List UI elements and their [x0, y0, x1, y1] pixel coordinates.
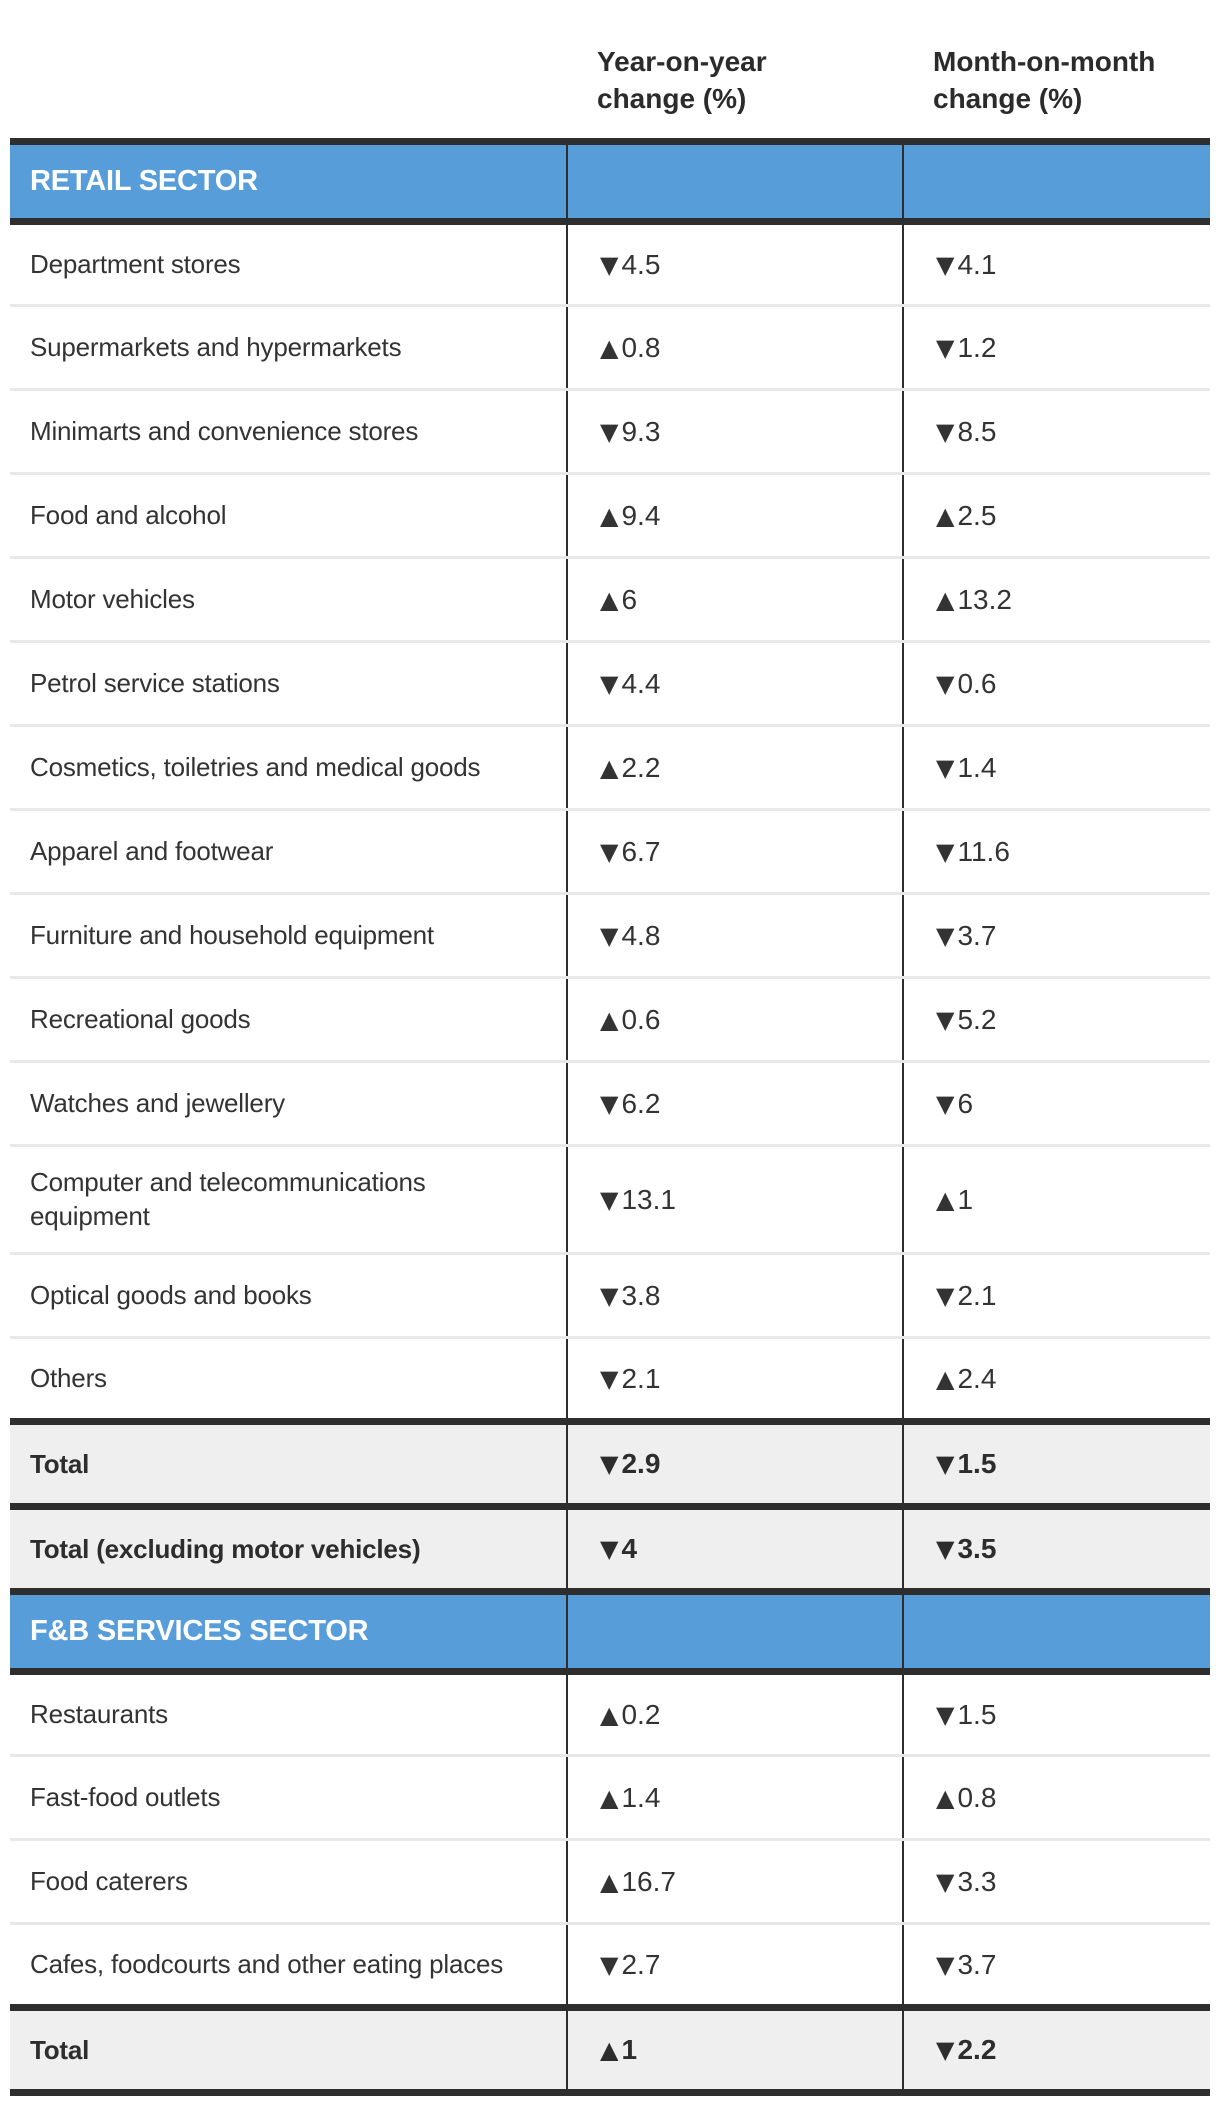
yoy-cell [567, 978, 903, 1062]
down-triangle-icon: ▼ [936, 250, 955, 279]
yoy-cell [567, 1756, 903, 1840]
section-header-row [10, 142, 1210, 222]
down-triangle-icon: ▼ [936, 417, 955, 446]
yoy-column-header [567, 44, 903, 138]
sector-label: Minimarts and convenience stores [10, 390, 567, 474]
down-triangle-icon: ▼ [936, 837, 955, 866]
down-triangle-icon: ▼ [936, 1089, 955, 1118]
yoy-value: 9.4 [621, 499, 661, 531]
mom-cell [903, 1338, 1210, 1422]
table-row [10, 1062, 1210, 1146]
yoy-value: 6 [621, 583, 638, 615]
yoy-value: 1.4 [621, 1781, 661, 1813]
sector-label: Cosmetics, toiletries and medical goods [10, 726, 567, 810]
total-row [10, 1507, 1210, 1592]
mom-value: 1.5 [957, 1448, 997, 1479]
down-triangle-icon: ▼ [936, 2036, 955, 2064]
mom-cell [903, 810, 1210, 894]
section-empty-cell [567, 142, 903, 222]
sector-label: Recreational goods [10, 978, 567, 1062]
yoy-value: 0.2 [621, 1698, 661, 1730]
table-row [10, 1924, 1210, 2008]
yoy-cell [567, 810, 903, 894]
yoy-column-header-label: Year-on-year change (%) [597, 46, 767, 115]
total-row [10, 1422, 1210, 1507]
mom-value: 1 [957, 1183, 974, 1215]
sector-label: Department stores [10, 222, 567, 306]
yoy-value: 0.8 [621, 331, 661, 363]
down-triangle-icon: ▼ [600, 837, 619, 866]
down-triangle-icon: ▼ [936, 1700, 955, 1729]
mom-value: 5.2 [957, 1003, 997, 1035]
up-triangle-icon: ▲ [600, 1783, 619, 1812]
down-triangle-icon: ▼ [936, 1950, 955, 1979]
sector-label: Computer and telecommunications equipment [10, 1146, 567, 1254]
mom-cell [903, 2008, 1210, 2093]
mom-cell [903, 390, 1210, 474]
mom-cell [903, 474, 1210, 558]
yoy-value: 2.2 [621, 751, 661, 783]
column-headers [10, 0, 1210, 138]
up-triangle-icon: ▲ [936, 1364, 955, 1393]
yoy-cell [567, 1672, 903, 1756]
mom-value: 2.1 [957, 1279, 997, 1311]
down-triangle-icon: ▼ [936, 1005, 955, 1034]
up-triangle-icon: ▲ [936, 1185, 955, 1214]
total-label: Total [10, 1422, 567, 1507]
down-triangle-icon: ▼ [600, 921, 619, 950]
table-row [10, 390, 1210, 474]
down-triangle-icon: ▼ [600, 250, 619, 279]
mom-value: 2.2 [957, 2034, 997, 2065]
mom-cell [903, 978, 1210, 1062]
down-triangle-icon: ▼ [936, 333, 955, 362]
mom-cell [903, 1840, 1210, 1924]
yoy-value: 3.8 [621, 1279, 661, 1311]
mom-value: 1.4 [957, 751, 997, 783]
mom-cell [903, 1507, 1210, 1592]
section-empty-cell [567, 1592, 903, 1672]
mom-cell [903, 1422, 1210, 1507]
mom-cell [903, 894, 1210, 978]
mom-value: 3.7 [957, 919, 997, 951]
down-triangle-icon: ▼ [600, 1185, 619, 1214]
up-triangle-icon: ▲ [600, 501, 619, 530]
yoy-value: 4.8 [621, 919, 661, 951]
yoy-value: 1 [621, 2034, 638, 2065]
down-triangle-icon: ▼ [600, 1281, 619, 1310]
yoy-value: 9.3 [621, 415, 661, 447]
table-row [10, 1254, 1210, 1338]
sector-label: Fast-food outlets [10, 1756, 567, 1840]
yoy-cell [567, 1338, 903, 1422]
down-triangle-icon: ▼ [600, 1450, 619, 1478]
yoy-value: 4.4 [621, 667, 661, 699]
yoy-cell [567, 1840, 903, 1924]
total-row [10, 2008, 1210, 2093]
up-triangle-icon: ▲ [936, 585, 955, 614]
yoy-cell [567, 474, 903, 558]
mom-cell [903, 1672, 1210, 1756]
up-triangle-icon: ▲ [600, 585, 619, 614]
yoy-value: 4.5 [621, 248, 661, 280]
sector-label: Food caterers [10, 1840, 567, 1924]
sector-label: Motor vehicles [10, 558, 567, 642]
mom-value: 3.5 [957, 1533, 997, 1564]
down-triangle-icon: ▼ [936, 1867, 955, 1896]
mom-cell [903, 1254, 1210, 1338]
up-triangle-icon: ▲ [600, 1867, 619, 1896]
yoy-cell [567, 2008, 903, 2093]
sector-label: Restaurants [10, 1672, 567, 1756]
yoy-value: 13.1 [621, 1183, 676, 1215]
yoy-value: 6.7 [621, 835, 661, 867]
mom-value: 0.6 [957, 667, 997, 699]
yoy-cell [567, 390, 903, 474]
down-triangle-icon: ▼ [936, 1281, 955, 1310]
section-empty-cell [903, 1592, 1210, 1672]
table-row [10, 642, 1210, 726]
mom-cell [903, 1062, 1210, 1146]
up-triangle-icon: ▲ [936, 1783, 955, 1812]
sector-label: Apparel and footwear [10, 810, 567, 894]
sector-change-table [10, 138, 1210, 2096]
up-triangle-icon: ▲ [600, 1005, 619, 1034]
mom-cell [903, 306, 1210, 390]
yoy-value: 4 [621, 1533, 638, 1564]
mom-value: 3.3 [957, 1865, 997, 1897]
down-triangle-icon: ▼ [936, 921, 955, 950]
mom-value: 2.5 [957, 499, 997, 531]
table-row [10, 1146, 1210, 1254]
up-triangle-icon: ▲ [600, 2036, 619, 2064]
table-row [10, 810, 1210, 894]
table-row [10, 978, 1210, 1062]
yoy-cell [567, 1422, 903, 1507]
yoy-cell [567, 558, 903, 642]
yoy-cell [567, 306, 903, 390]
up-triangle-icon: ▲ [600, 1700, 619, 1729]
down-triangle-icon: ▼ [600, 1364, 619, 1393]
mom-value: 1.5 [957, 1698, 997, 1730]
sector-label: Supermarkets and hypermarkets [10, 306, 567, 390]
down-triangle-icon: ▼ [600, 1089, 619, 1118]
sector-label: Furniture and household equipment [10, 894, 567, 978]
table-row [10, 1840, 1210, 1924]
mom-cell [903, 642, 1210, 726]
section-header-row [10, 1592, 1210, 1672]
mom-cell [903, 1924, 1210, 2008]
down-triangle-icon: ▼ [936, 1535, 955, 1563]
yoy-cell [567, 1507, 903, 1592]
mom-column-header-label: Month-on-month change (%) [933, 46, 1156, 115]
table-row [10, 1672, 1210, 1756]
mom-cell [903, 1146, 1210, 1254]
mom-cell [903, 222, 1210, 306]
yoy-value: 2.1 [621, 1362, 661, 1394]
mom-value: 6 [957, 1087, 974, 1119]
sector-label: Others [10, 1338, 567, 1422]
down-triangle-icon: ▼ [600, 1535, 619, 1563]
mom-value: 4.1 [957, 248, 997, 280]
mom-value: 1.2 [957, 331, 997, 363]
yoy-cell [567, 642, 903, 726]
mom-value: 11.6 [957, 835, 1010, 867]
down-triangle-icon: ▼ [936, 669, 955, 698]
up-triangle-icon: ▲ [600, 753, 619, 782]
down-triangle-icon: ▼ [936, 1450, 955, 1478]
mom-column-header [903, 44, 1210, 138]
sector-label: Petrol service stations [10, 642, 567, 726]
up-triangle-icon: ▲ [936, 501, 955, 530]
mom-cell [903, 558, 1210, 642]
mom-value: 13.2 [957, 583, 1012, 615]
mom-cell [903, 1756, 1210, 1840]
yoy-value: 16.7 [621, 1865, 676, 1897]
mom-value: 2.4 [957, 1362, 997, 1394]
sector-label: Watches and jewellery [10, 1062, 567, 1146]
down-triangle-icon: ▼ [600, 669, 619, 698]
down-triangle-icon: ▼ [600, 417, 619, 446]
up-triangle-icon: ▲ [600, 333, 619, 362]
yoy-value: 6.2 [621, 1087, 661, 1119]
mom-value: 8.5 [957, 415, 997, 447]
yoy-cell [567, 1924, 903, 2008]
corner-spacer [10, 118, 567, 138]
table-row [10, 1338, 1210, 1422]
down-triangle-icon: ▼ [600, 1950, 619, 1979]
mom-value: 3.7 [957, 1948, 997, 1980]
table-row [10, 894, 1210, 978]
yoy-value: 2.7 [621, 1948, 661, 1980]
sector-label: Food and alcohol [10, 474, 567, 558]
section-empty-cell [903, 142, 1210, 222]
yoy-cell [567, 222, 903, 306]
yoy-value: 2.9 [621, 1448, 661, 1479]
section-title: F&B SERVICES SECTOR [10, 1592, 567, 1672]
mom-cell [903, 726, 1210, 810]
mom-value: 0.8 [957, 1781, 997, 1813]
table-row [10, 306, 1210, 390]
yoy-cell [567, 726, 903, 810]
yoy-cell [567, 894, 903, 978]
total-label: Total [10, 2008, 567, 2093]
yoy-cell [567, 1146, 903, 1254]
yoy-cell [567, 1062, 903, 1146]
sector-label: Cafes, foodcourts and other eating places [10, 1924, 567, 2008]
yoy-value: 0.6 [621, 1003, 661, 1035]
table-row [10, 558, 1210, 642]
sector-label: Optical goods and books [10, 1254, 567, 1338]
total-label: Total (excluding motor vehicles) [10, 1507, 567, 1592]
table-row [10, 222, 1210, 306]
down-triangle-icon: ▼ [936, 753, 955, 782]
table-row [10, 474, 1210, 558]
section-title: RETAIL SECTOR [10, 142, 567, 222]
yoy-cell [567, 1254, 903, 1338]
table-row [10, 1756, 1210, 1840]
table-row [10, 726, 1210, 810]
